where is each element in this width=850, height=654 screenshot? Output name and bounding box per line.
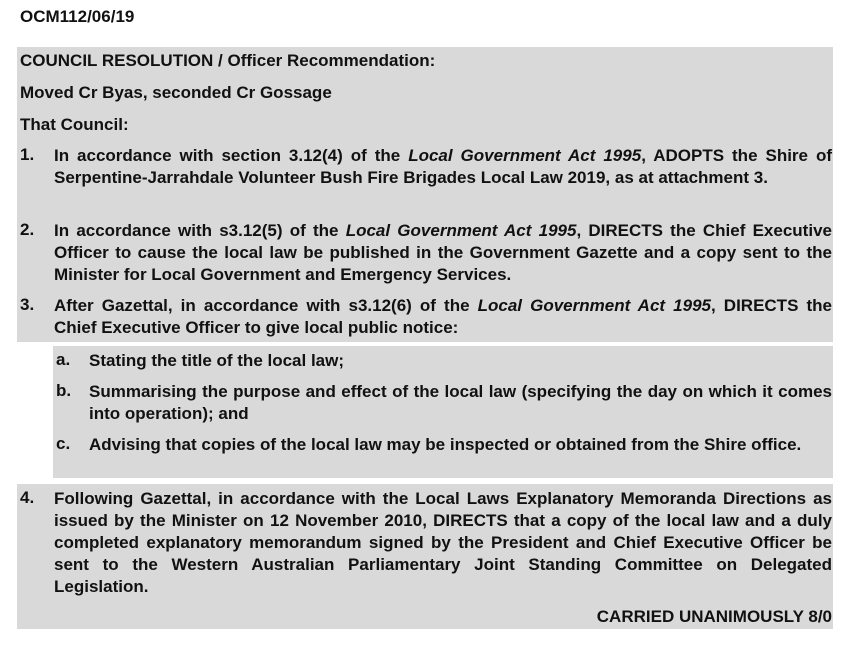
item-number: 1. <box>20 145 35 164</box>
subitem-letter: c. <box>56 434 71 453</box>
carried-status: CARRIED UNANIMOUSLY 8/0 <box>596 607 832 626</box>
resolution-item-2: In accordance with s3.12(5) of the Local Government Act 1995, DIRECTS the Chief Executive Officer to cause the local law be published in the Government Gazette and a copy sent to the Minister for Local Government and Emergency Services. <box>54 221 832 284</box>
subitem-letter: a. <box>56 350 71 369</box>
subitem-c: Advising that copies of the local law may be inspected or obtained from the Shire office. <box>89 435 802 454</box>
moved-seconded: Moved Cr Byas, seconded Cr Gossage <box>20 83 332 102</box>
resolution-item-1: In accordance with section 3.12(4) of the Local Government Act 1995, ADOPTS the Shire of Serpentine-Jarrahdale Volunteer Bush Fire Brigades Local Law 2019, as at attachment 3. <box>54 146 832 187</box>
subitem-letter: b. <box>56 381 72 400</box>
item-number: 2. <box>20 220 35 239</box>
item-number: 4. <box>20 488 35 507</box>
act-name: Local Government Act 1995 <box>345 221 577 240</box>
resolution-heading: COUNCIL RESOLUTION / Officer Recommendation: <box>20 51 436 70</box>
subitem-a: Stating the title of the local law; <box>89 351 345 370</box>
subitem-b: Summarising the purpose and effect of the local law (specifying the day on which it comes into operation); and <box>89 382 832 423</box>
document-reference: OCM112/06/19 <box>20 7 135 26</box>
item-number: 3. <box>20 295 35 314</box>
that-council-label: That Council: <box>20 115 129 134</box>
act-name: Local Government Act 1995 <box>477 296 711 315</box>
resolution-item-3: After Gazettal, in accordance with s3.12(6) of the Local Government Act 1995, DIRECTS the Chief Executive Officer to give local public notice: <box>54 296 832 337</box>
resolution-item-4: Following Gazettal, in accordance with the Local Laws Explanatory Memoranda Directions as issued by the Minister on 12 November 2010, DIRECTS that a copy of the local law and a duly completed explanatory memorandum signed by the President and Chief Executive Officer be sent to the Western Australian Parliamentary Joint Standing Committee on Delegated Legislation. <box>54 489 832 596</box>
act-name: Local Government Act 1995 <box>408 146 642 165</box>
